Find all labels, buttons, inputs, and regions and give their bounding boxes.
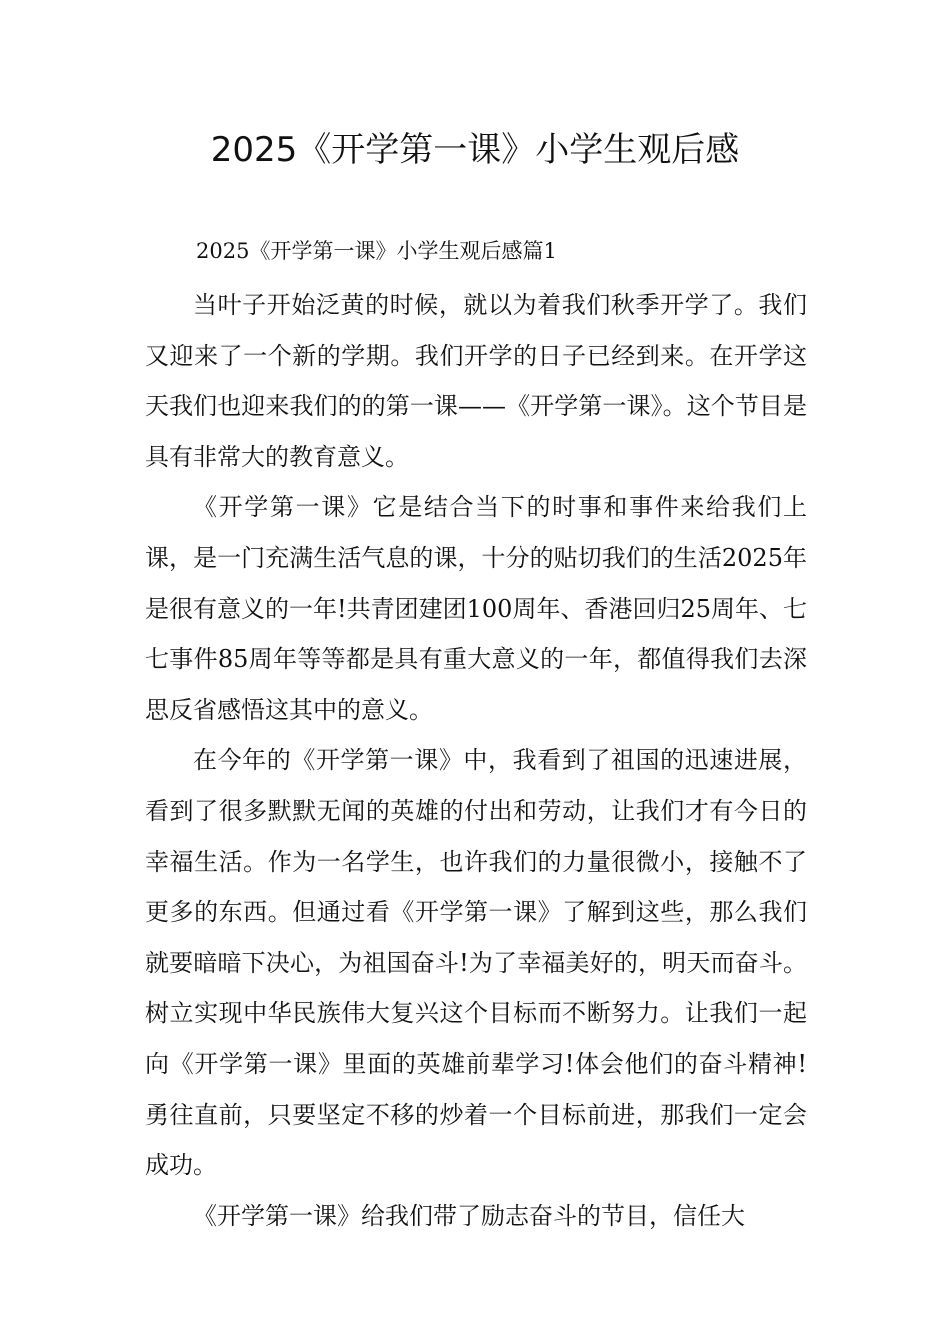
paragraph: 《开学第一课》它是结合当下的时事和事件来给我们上课，是一门充满生活气息的课，十分的贴切我们的生活2025年是很有意义的一年!共青团建团100周年、香港回归25周年、七七事件85周年等等都是具有重大意义的一年，都值得我们去深思反省感悟这其中的意义。 bbox=[145, 493, 807, 724]
document-body bbox=[145, 280, 807, 1241]
paragraph: 在今年的《开学第一课》中，我看到了祖国的迅速进展，看到了很多默默无闻的英雄的付出和劳动，让我们才有今日的幸福生活。作为一名学生，也许我们的力量很微小，接触不了更多的东西。但通过看《开学第一课》了解到这些，那么我们就要暗暗下决心，为祖国奋斗!为了幸福美好的，明天而奋斗。树立实现中华民族伟大复兴这个目标而不断努力。让我们一起向《开学第一课》里面的英雄前辈学习!体会他们的奋斗精神!勇往直前，只要坚定不移的炒着一个目标前进，那我们一定会成功。 bbox=[145, 746, 807, 1180]
document-title: 2025《开学第一课》小学生观后感 bbox=[210, 130, 740, 170]
paragraph: 当叶子开始泛黄的时候，就以为着我们秋季开学了。我们又迎来了一个新的学期。我们开学的日子已经到来。在开学这天我们也迎来我们的的第一课——《开学第一课》。这个节目是具有非常大的教育意义。 bbox=[145, 291, 807, 471]
paragraph: 《开学第一课》给我们带了励志奋斗的节目，信任大 bbox=[193, 1201, 745, 1230]
section-heading: 2025《开学第一课》小学生观后感篇1 bbox=[196, 239, 557, 263]
